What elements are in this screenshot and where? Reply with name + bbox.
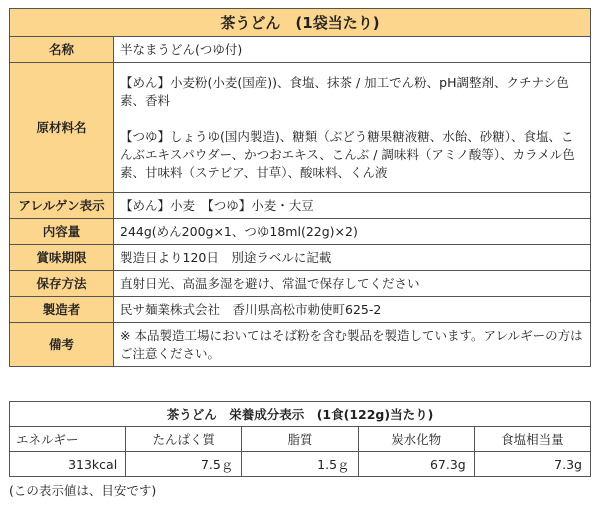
row-label-manufacturer: 製造者 xyxy=(10,297,114,323)
nutrition-value-energy: 313kcal xyxy=(10,452,126,477)
row-label-expiry: 賞味期限 xyxy=(10,245,114,271)
row-value-ingredients xyxy=(114,63,591,193)
nutrition-header-fat: 脂質 xyxy=(242,427,358,452)
food-label-table xyxy=(9,8,591,367)
row-value-allergen: 【めん】小麦 【つゆ】小麦・大豆 xyxy=(114,193,591,219)
nutrition-value-fat: 1.5ｇ xyxy=(242,452,358,477)
row-value-storage: 直射日光、高温多湿を避け、常温で保存してください xyxy=(114,271,591,297)
row-label-ingredients: 原材料名 xyxy=(10,63,114,193)
ingredients-tsuyu: 【つゆ】しょうゆ(国内製造)、糖類（ぶどう糖果糖液糖、水飴、砂糖）、食塩、こんぶエキスパウダー、かつおエキス、こんぶ / 調味料（アミノ酸等）、カラメル色素、甘味料（ステビア、甘草）、酸味料、くん液 xyxy=(120,128,575,180)
ingredients-men: 【めん】小麦粉(小麦(国産))、食塩、抹茶 / 加工でん粉、pH調整剤、クチナシ色素、香料 xyxy=(120,74,569,108)
nutrition-title: 茶うどん 栄養成分表示 (1食(122g)当たり) xyxy=(10,402,591,427)
nutrition-header-carbs: 炭水化物 xyxy=(358,427,474,452)
row-value-manufacturer: 民サ麺業株式会社 香川県高松市勅使町625-2 xyxy=(114,297,591,323)
row-label-allergen: アレルゲン表示 xyxy=(10,193,114,219)
nutrition-header-salt: 食塩相当量 xyxy=(474,427,590,452)
row-label-remarks: 備考 xyxy=(10,323,114,367)
row-value-content: 244g(めん200g×1、つゆ18ml(22g)×2) xyxy=(114,219,591,245)
row-value-remarks: ※ 本品製造工場においてはそば粉を含む製品を製造しています。アレルギーの方はご注意ください。 xyxy=(114,323,591,367)
label-title: 茶うどん (1袋当たり) xyxy=(10,9,591,37)
nutrition-value-salt: 7.3g xyxy=(474,452,590,477)
row-label-name: 名称 xyxy=(10,37,114,63)
nutrition-value-protein: 7.5ｇ xyxy=(126,452,242,477)
row-label-storage: 保存方法 xyxy=(10,271,114,297)
row-label-content: 内容量 xyxy=(10,219,114,245)
nutrition-header-energy: エネルギー xyxy=(10,427,126,452)
nutrition-value-carbs: 67.3g xyxy=(358,452,474,477)
footnote: (この表示値は、目安です) xyxy=(9,483,157,498)
row-value-name: 半なまうどん(つゆ付) xyxy=(114,37,591,63)
nutrition-table xyxy=(9,401,591,477)
nutrition-header-protein: たんぱく質 xyxy=(126,427,242,452)
row-value-expiry: 製造日より120日 別途ラベルに記載 xyxy=(114,245,591,271)
